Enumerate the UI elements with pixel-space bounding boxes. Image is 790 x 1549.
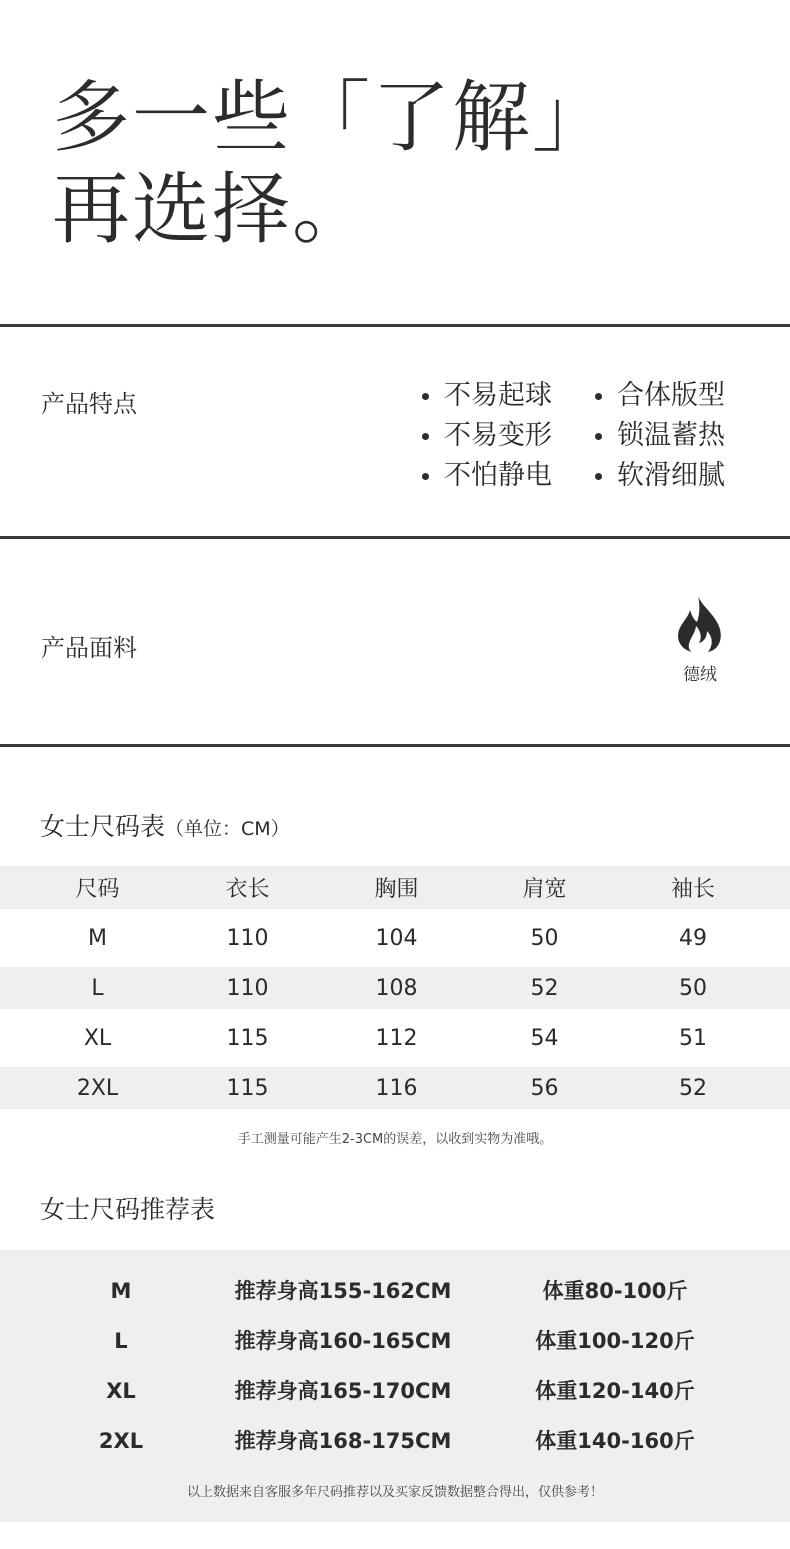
table-row <box>0 1067 790 1109</box>
table-header: 衣长 <box>225 877 270 902</box>
recommend-size: L <box>114 1329 128 1353</box>
recommend-weight: 体重120-140斤 <box>535 1379 695 1403</box>
recommend-height: 推荐身高160-165CM <box>234 1329 452 1353</box>
feature-text: 不易变形 <box>444 420 552 451</box>
features-label: 产品特点 <box>41 390 137 418</box>
feature-text: 软滑细腻 <box>617 460 725 491</box>
table-cell: 50 <box>679 975 707 1001</box>
table-cell: 54 <box>530 1025 559 1051</box>
table-header: 尺码 <box>75 877 120 902</box>
table-header-row <box>0 866 790 909</box>
size-table-unit: （单位：CM） <box>165 818 290 840</box>
table-header: 胸围 <box>374 877 419 902</box>
table-header: 袖长 <box>670 877 715 902</box>
recommend-height: 推荐身高168-175CM <box>234 1429 452 1453</box>
table-cell: 110 <box>226 925 269 951</box>
fabric-material: 德绒 <box>683 665 717 685</box>
table-cell: 112 <box>375 1025 418 1051</box>
recommend-height: 推荐身高165-170CM <box>234 1379 452 1403</box>
feature-item <box>422 418 595 454</box>
feature-text: 锁温蓄热 <box>617 420 725 451</box>
recommend-note: 以上数据来自客服多年尺码推荐以及买家反馈数据整合得出，仅供参考！ <box>186 1485 603 1500</box>
table-cell: 56 <box>530 1075 559 1101</box>
recommend-size: M <box>110 1279 132 1303</box>
table-cell: 2XL <box>76 1075 119 1101</box>
table-cell: 52 <box>530 975 559 1001</box>
recommend-weight: 体重140-160斤 <box>535 1429 695 1453</box>
feature-item <box>422 458 595 494</box>
table-cell: 51 <box>679 1025 707 1051</box>
table-cell: XL <box>83 1025 112 1051</box>
bullet-icon <box>422 473 429 480</box>
feature-text: 不怕静电 <box>444 460 552 491</box>
table-cell: 49 <box>679 925 707 951</box>
divider <box>0 744 790 747</box>
measurement-note: 手工测量可能产生2-3CM的误差，以收到实物为准哦。 <box>237 1132 553 1147</box>
feature-item <box>595 378 755 414</box>
bullet-icon <box>422 393 429 400</box>
feature-item <box>595 418 755 454</box>
table-cell: 116 <box>375 1075 418 1101</box>
recommend-row <box>0 1316 790 1366</box>
recommend-row <box>0 1366 790 1416</box>
table-cell: M <box>88 925 107 951</box>
feature-item <box>595 458 755 494</box>
recommend-row <box>0 1266 790 1316</box>
recommend-weight: 体重80-100斤 <box>542 1279 688 1303</box>
recommend-title: 女士尺码推荐表 <box>40 1195 216 1224</box>
table-row <box>0 909 790 967</box>
recommend-row <box>0 1416 790 1466</box>
size-table-title <box>40 807 290 843</box>
recommend-table <box>0 1250 790 1522</box>
table-cell: 50 <box>530 925 559 951</box>
bullet-icon <box>595 393 602 400</box>
table-cell: 52 <box>679 1075 707 1101</box>
table-row <box>0 967 790 1009</box>
table-cell: 104 <box>375 925 418 951</box>
table-cell: 115 <box>226 1025 269 1051</box>
fabric-badge <box>664 594 736 685</box>
bullet-icon <box>595 433 602 440</box>
table-header: 肩宽 <box>522 877 567 902</box>
table-row <box>0 1009 790 1067</box>
divider <box>0 536 790 539</box>
feature-text: 合体版型 <box>617 380 725 411</box>
features-list <box>422 378 755 494</box>
recommend-weight: 体重100-120斤 <box>535 1329 695 1353</box>
feature-text: 不易起球 <box>444 380 552 411</box>
hero-line-2: 再选择。 <box>52 165 373 255</box>
table-cell: 110 <box>226 975 269 1001</box>
size-table-title-text: 女士尺码表 <box>40 812 166 841</box>
recommend-size: 2XL <box>98 1429 144 1453</box>
bullet-icon <box>595 473 602 480</box>
hero-heading <box>52 72 612 256</box>
fabric-label: 产品面料 <box>41 634 137 662</box>
table-cell: 108 <box>375 975 418 1001</box>
size-table <box>0 866 790 1109</box>
table-cell: 115 <box>226 1075 269 1101</box>
recommend-height: 推荐身高155-162CM <box>234 1279 452 1303</box>
feature-item <box>422 378 595 414</box>
divider <box>0 324 790 327</box>
table-cell: L <box>91 975 104 1001</box>
flame-icon <box>674 594 726 654</box>
bullet-icon <box>422 433 429 440</box>
hero-line-1: 多一些「了解」 <box>52 73 613 163</box>
recommend-size: XL <box>106 1379 136 1403</box>
